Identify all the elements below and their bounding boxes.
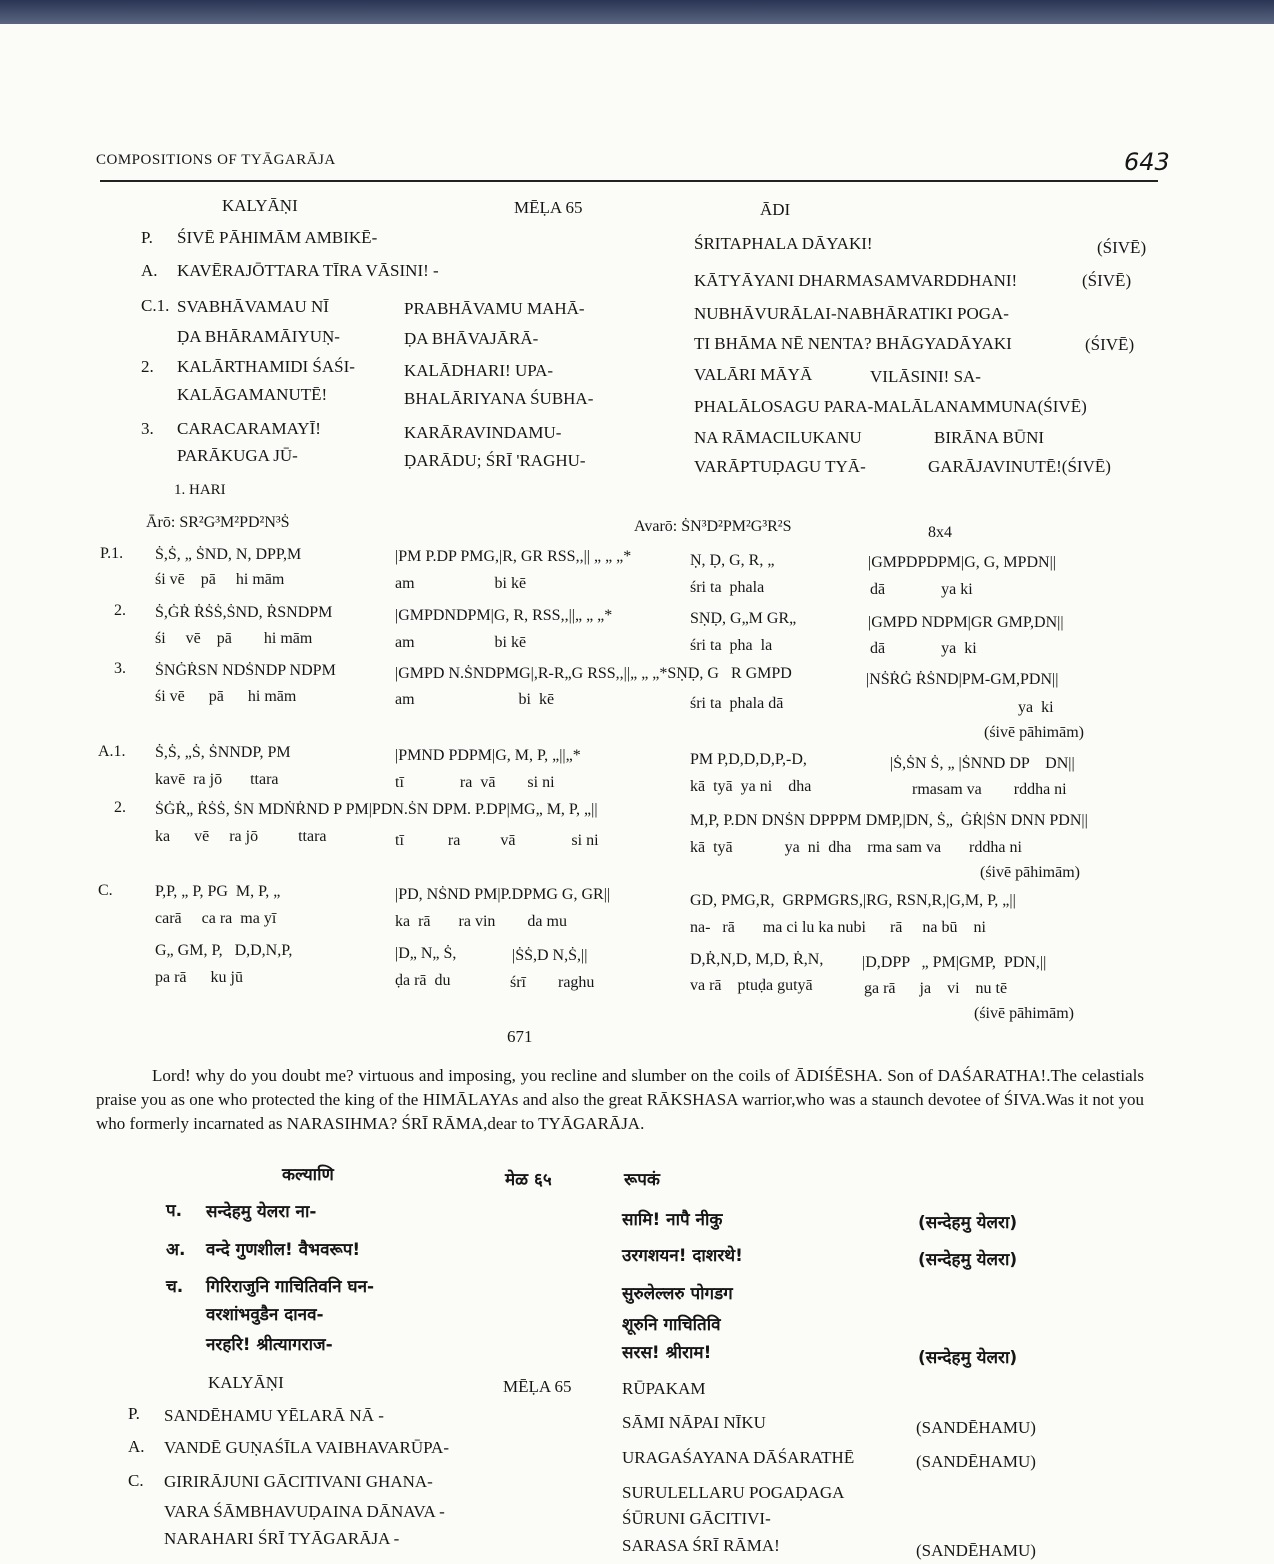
charanam-line: CARACARAMAYĪ! — [177, 419, 321, 438]
anupallavi-line: वन्दे गुणशील! वैभवरूप! — [206, 1240, 361, 1260]
swara-line: Ṡ,Ṡ, „ ṠND, N, DPP,M — [155, 546, 302, 563]
charanam-line: SVABHĀVAMAU NĪ — [177, 297, 329, 316]
arohana: Ārō: SR²G³M²PD²N³Ṡ — [146, 514, 290, 531]
raga-name: KALYĀṆI — [222, 196, 298, 215]
swara-line: |ṠṠ,D N,Ṡ,|| — [512, 947, 588, 964]
charanam-line: GIRIRĀJUNI GĀCITIVANI GHANA- — [164, 1472, 433, 1491]
sahitya-line: śri ta phala dā — [690, 695, 784, 712]
charanam-line: NARAHARI ŚRĪ TYĀGARĀJA - — [164, 1529, 400, 1548]
anupallavi-line: VANDĒ GUṆAŚĪLA VAIBHAVARŪPA- — [164, 1438, 449, 1457]
charanam-line: गिरिराजुनि गाचितिवनि घन- — [206, 1277, 375, 1297]
charanam-line: KALĀGAMANUTĒ! — [177, 385, 328, 404]
notation-line-label: 2. — [114, 602, 126, 619]
swara-line: Ṡ,ĠṘ ṘṠṠ,ṠND, ṘSNDPM — [155, 604, 333, 621]
sahitya-line: ka vē ra jō ttara — [155, 828, 327, 845]
charanam-line: VARĀPTUḌAGU TYĀ- — [694, 457, 866, 476]
sahitya-line: śi vē pā hi mām — [155, 571, 285, 588]
charanam-line: VARA ŚĀMBHAVUḌAINA DĀNAVA - — [164, 1502, 445, 1521]
anupallavi-line: KAVĒRAJŌTTARA TĪRA VĀSINI! - — [177, 261, 439, 280]
pallavi-label: P. — [141, 228, 153, 247]
charanam-line: शूरुनि गाचितिवि — [622, 1315, 721, 1335]
header-rule — [100, 180, 1158, 182]
swara-line: |GMPD N.ṠNDPMG|,R-R„G RSS,,||„ „ „*SṆḌ, G R GMPD — [395, 665, 792, 682]
beat-count: 8x4 — [928, 524, 952, 541]
charanam-line: सरस! श्रीराम! — [622, 1343, 712, 1363]
sahitya-line: am bi kē — [395, 634, 527, 651]
mela-label: MĒḶA 65 — [514, 198, 583, 217]
notation-line-label: C. — [98, 882, 113, 899]
charanam-line: BIRĀNA BŪNI — [934, 428, 1045, 447]
refrain-marker: (सन्देहमु येलरा) — [918, 1348, 1018, 1368]
avarohana: Avarō: ṠN³D²PM²G³R²S — [634, 518, 792, 535]
charanam-label: 3. — [141, 419, 154, 438]
sahitya-line: ka rā ra vin da mu — [395, 913, 567, 930]
refrain-marker: (SANDĒHAMU) — [916, 1541, 1036, 1560]
charanam-line: ḌARĀDU; ŚRĪ 'RAGHU- — [404, 451, 586, 470]
swara-line: |GMPDNDPM|G, R, RSS,,||„ „ „* — [395, 607, 613, 624]
swara-line: GD, PMG,R, GRPMGRS,|RG, RSN,R,|G,M, P, „|| — [690, 892, 1016, 909]
sahitya-line: tī ra vā si ni — [395, 832, 599, 849]
swara-line: PM P,D,D,D,P,-D, — [690, 751, 807, 768]
swara-line: |PM P.DP PMG,|R, GR RSS,,|| „ „ „* — [395, 548, 632, 565]
charanam-line: वरशांभवुडैन दानव- — [206, 1305, 324, 1325]
raga-name-devanagari: कल्याणि — [282, 1165, 334, 1185]
sahitya-line: va rā ptuḍa gutyā — [690, 977, 813, 994]
running-header: COMPOSITIONS OF TYĀGARĀJA — [96, 152, 336, 168]
sahitya-line: am bi kē — [395, 691, 555, 708]
sahitya-line: carā ca ra ma yī — [155, 910, 277, 927]
notation-line-label: P.1. — [100, 545, 124, 562]
sahitya-line: na- rā ma ci lu ka nubi rā na bū ni — [690, 919, 986, 936]
refrain-marker: (सन्देहमु येलरा) — [918, 1213, 1018, 1233]
swara-line: M,P, P.DN DNṠN DPPPM DMP,|DN, Ṡ„ ĠṘ|ṠN DNN PDN|| — [690, 812, 1088, 829]
swara-line: SṆḌ, G„M GR„ — [690, 610, 797, 627]
charanam-label: C. — [128, 1471, 144, 1490]
swara-line: ṠNĠṘSN NDṠNDP NDPM — [155, 662, 336, 679]
swara-line: |Ṡ,ṠN Ṡ, „ |ṠNND DP DN|| — [890, 755, 1075, 772]
sahitya-line: śi vē pā hi mām — [155, 688, 297, 705]
refrain-marker: (ŚIVĒ) — [1085, 335, 1135, 354]
charanam-line: ḌA BHĀVAJĀRĀ- — [404, 329, 539, 348]
tala-label: RŪPAKAM — [622, 1379, 706, 1398]
pallavi-line: सन्देहमु येलरा ना- — [206, 1202, 317, 1222]
swara-line: Ṡ,Ṡ, „Ṡ, ṠNNDP, PM — [155, 744, 291, 761]
sahitya-line: ga rā ja vi nu tē — [864, 980, 1008, 997]
charanam-line: NUBHĀVURĀLAI-NABHĀRATIKI POGA- — [694, 304, 1009, 323]
charanam-line: GARĀJAVINUTĒ!(ŚIVĒ) — [928, 457, 1111, 476]
notation-line-label: 3. — [114, 660, 126, 677]
charanam-line: PARĀKUGA JŪ- — [177, 446, 298, 465]
pallavi-line: सामि! नापै नीकु — [622, 1210, 723, 1230]
charanam-label: C.1. — [141, 296, 170, 315]
refrain-marker: (ŚIVĒ) — [1097, 238, 1147, 257]
refrain-marker: (SANDĒHAMU) — [916, 1418, 1036, 1437]
sahitya-line: ḍa rā du — [395, 972, 451, 989]
sahitya-line: śri ta pha la — [690, 637, 773, 654]
charanam-label: 2. — [141, 357, 154, 376]
swara-line: P,P, „ P, PG M, P, „ — [155, 883, 281, 900]
pallavi-line: SANDĒHAMU YĒLARĀ NĀ - — [164, 1406, 384, 1425]
charanam-line: ŚŪRUNI GĀCITIVI- — [622, 1509, 771, 1528]
charanam-line: BHALĀRIYANA ŚUBHA- — [404, 389, 594, 408]
anupallavi-label: A. — [141, 261, 158, 280]
tala-devanagari: रूपकं — [624, 1170, 660, 1190]
charanam-line: PRABHĀVAMU MAHĀ- — [404, 299, 585, 318]
charanam-line: ḌA BHĀRAMĀIYUṆ- — [177, 327, 340, 346]
sahitya-line: pa rā ku jū — [155, 969, 243, 986]
charanam-line: SURULELLARU POGAḌAGA — [622, 1483, 845, 1502]
swara-line: G„ GM, P, D,D,N,P, — [155, 942, 293, 959]
refrain-marker: (śivē pāhimām) — [980, 864, 1080, 881]
sahitya-line: rmasam va rddha ni — [912, 781, 1067, 798]
charanam-line: KARĀRAVINDAMU- — [404, 423, 562, 442]
charanam-line: NA RĀMACILUKANU — [694, 428, 862, 447]
charanam-line: VALĀRI MĀYĀ — [694, 365, 813, 384]
pallavi-label: प. — [166, 1201, 183, 1221]
pallavi-line: SĀMI NĀPAI NĪKU — [622, 1413, 766, 1432]
tala-label: ĀDI — [760, 200, 791, 219]
mela-devanagari: मेळ ६५ — [505, 1170, 552, 1190]
charanam-line: KALĀDHARI! UPA- — [404, 361, 554, 380]
swara-line: |PMND PDPM|G, M, P, „||„* — [395, 747, 581, 764]
sahitya-line: śi vē pā hi mām — [155, 630, 313, 647]
anupallavi-line: उरगशयन! दाशरथे! — [622, 1246, 743, 1266]
sahitya-line: tī ra vā si ni — [395, 774, 555, 791]
swara-line: ṠĠṘ„ ṘṠṠ, ṠN MDṄṘND P PM|PDN.ṠN DPM. P.DP|MG„ M, P, „|| — [155, 801, 598, 818]
scan-top-edge — [0, 0, 1274, 24]
refrain-marker: (SANDĒHAMU) — [916, 1452, 1036, 1471]
sahitya-line: dā ya ki — [870, 581, 973, 598]
notation-line-label: A.1. — [98, 743, 126, 760]
sahitya-line: ya ki — [1018, 699, 1054, 716]
charanam-line: PHALĀLOSAGU PARA-MALĀLANAMMUNA(ŚIVĒ) — [694, 397, 1087, 416]
sahitya-line: śrī raghu — [510, 974, 595, 991]
refrain-marker: (सन्देहमु येलरा) — [918, 1250, 1018, 1270]
raga-name: KALYĀṆI — [208, 1373, 284, 1392]
sahitya-line: śri ta phala — [690, 579, 765, 596]
anupallavi-line: URAGAŚAYANA DĀŚARATHĒ — [622, 1448, 855, 1467]
notation-line-label: 2. — [114, 799, 126, 816]
sahitya-line: kā tyā ya ni dha rma sam va rddha ni — [690, 839, 1022, 856]
swara-line: Ṇ, Ḍ, G, R, „ — [690, 552, 775, 569]
refrain-marker: (ŚIVĒ) — [1082, 271, 1132, 290]
swara-line: |GMPDPDPM|G, G, MPDN|| — [868, 554, 1056, 571]
swara-line: |D,DPP „ PM|GMP, PDN,|| — [862, 954, 1047, 971]
sahitya-line: am bi kē — [395, 575, 527, 592]
page-number: 643 — [1124, 148, 1170, 176]
swara-line: |PD, NṠND PM|P.DPMG G, GR|| — [395, 886, 611, 903]
charanam-label: च. — [166, 1277, 184, 1297]
sahitya-line: kā tyā ya ni dha — [690, 778, 812, 795]
charanam-line: TI BHĀMA NĒ NENTA? BHĀGYADĀYAKI — [694, 334, 1012, 353]
anupallavi-label: अ. — [166, 1240, 186, 1260]
anupallavi-line: KĀTYĀYANI DHARMASAMVARDDHANI! — [694, 271, 1018, 290]
notation-section-head: 1. HARI — [174, 482, 226, 498]
refrain-marker: (śivē pāhimām) — [974, 1005, 1074, 1022]
swara-line: |D„ N„ Ṡ, — [395, 945, 457, 962]
sahitya-line: dā ya ki — [870, 640, 977, 657]
charanam-line: सुरुलेल्लरु पोगडग — [622, 1284, 733, 1304]
swara-line: |NṠṘĠ ṘṠND|PM-GM,PDN|| — [866, 671, 1059, 688]
charanam-line: VILĀSINI! SA- — [870, 367, 981, 386]
charanam-line: SARASA ŚRĪ RĀMA! — [622, 1536, 780, 1555]
charanam-line: नरहरि! श्रीत्यागराज- — [206, 1335, 333, 1355]
anupallavi-label: A. — [128, 1437, 145, 1456]
translation-paragraph: Lord! why do you doubt me? virtuous and imposing, you recline and slumber on the coils of ĀDIŚĒSHA. Son of DAŚARATHA!.The celastials praise you as one who protected the king of the HIMĀLAYAs and also the great RĀKSHASA warrior,who was a staunch devotee of ŚIVA.Was it not you who formerly incarnated as NARASIHMA? ŚRĪ RĀMA,dear to TYĀGARĀJA. — [96, 1066, 1144, 1133]
pallavi-line: ŚRITAPHALA DĀYAKI! — [694, 234, 873, 253]
pallavi-line: ŚIVĒ PĀHIMĀM AMBIKĒ- — [177, 228, 378, 247]
swara-line: D,Ṙ,N,D, M,D, Ṙ,N, — [690, 951, 824, 968]
pallavi-label: P. — [128, 1404, 140, 1423]
refrain-marker: (śivē pāhimām) — [984, 724, 1084, 741]
mela-label: MĒḶA 65 — [503, 1377, 572, 1396]
sahitya-line: kavē ra jō ttara — [155, 771, 279, 788]
inner-page-number: 671 — [507, 1027, 533, 1046]
charanam-line: KALĀRTHAMIDI ŚAŚI- — [177, 357, 355, 376]
swara-line: |GMPD NDPM|GR GMP,DN|| — [868, 614, 1064, 631]
